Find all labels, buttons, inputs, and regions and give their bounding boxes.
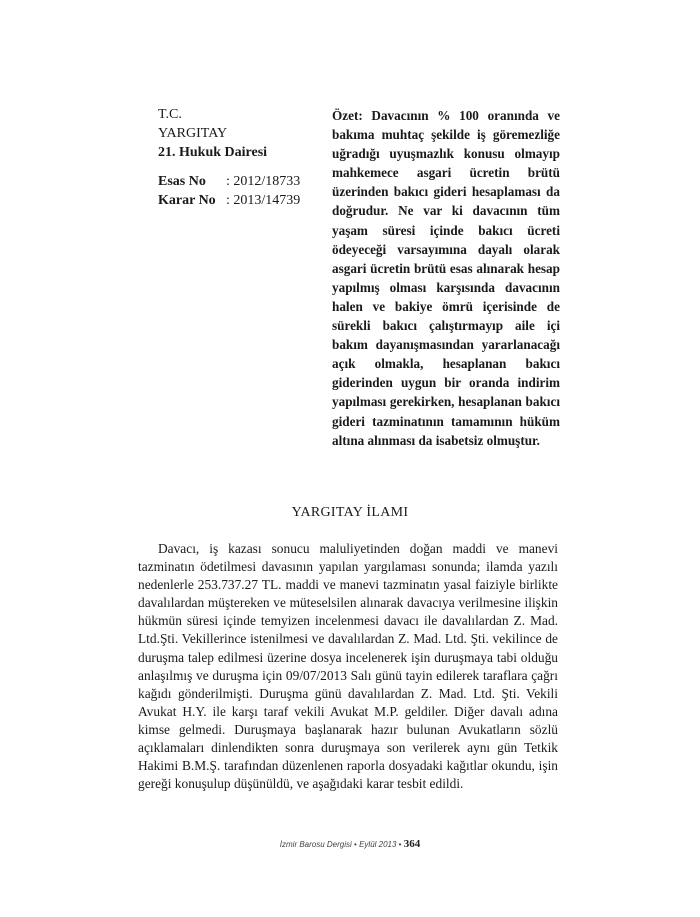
karar-row: [158, 191, 318, 210]
karar-label: Karar No: [158, 193, 216, 208]
section-title: YARGITAY İLAMI: [291, 505, 409, 520]
footer-separator-1: •: [354, 840, 357, 849]
header-spacer: [158, 162, 318, 172]
court-name: YARGITAY: [158, 126, 228, 141]
page-number: 364: [403, 838, 421, 850]
footer-separator-2: •: [398, 840, 402, 849]
page-footer: [0, 838, 700, 850]
esas-row: [158, 172, 318, 191]
esas-label: Esas No: [158, 174, 206, 189]
body-paragraph: Davacı, iş kazası sonucu maluliyetinden doğan maddi ve manevi tazminatın ödetilmesi davasının yapılan yargılaması sonunda; ilamda yazılı nedenlerle 253.737.27 TL. maddi ve manevi tazminatın yasal faiziyle birlikte davalılardan müştereken ve müteselsilen alınarak davacıya verilmesine ilişkin hükmün süresi içinde temyizen incelenmesi davacı ile davalılardan Z. Mad. Ltd.Şti. Vekillerince istenilmesi ve davalılardan Z. Mad. Ltd. Şti. vekilince de duruşma talep edilmesi üzerine dosya incelenerek işin duruşmaya tabi olduğu anlaşılmış ve duruşma için 09/07/2013 Salı günü tayin edilerek taraflara çağrı kağıdı gönderilmişti. Duruşma günü davalılardan Z. Mad. Ltd. Şti. Vekili Avukat H.Y. ile karşı taraf vekili Avukat M.P. geldiler. Diğer davalı adına kimse gelmedi. Duruşmaya başlanarak hazır bulunan Avukatların sözlü açıklamaları dinlendikten sonra duruşmaya son verilerek aynı gün Tetkik Hakimi B.M.Ş. tarafından düzenlenen raporla dosyadaki kağıtlar okundu, işin gereği konuşulup düşünüldü, ve aşağıdaki karar tesbit edildi.: [138, 541, 558, 792]
chamber-name: 21. Hukuk Dairesi: [158, 145, 268, 160]
country-label: T.C.: [158, 107, 182, 122]
journal-name: İzmir Barosu Dergisi: [279, 840, 352, 849]
decision-summary: Özet: Davacının % 100 oranında ve bakıma muhtaç şekilde iş göremezliğe uğradığı uyuşmazlık konusu olmayıp mahkemece asgari ücretin brütü üzerinden bakıcı gideri hesaplaması da doğrudur. Ne var ki davacının tüm yaşam süresi içinde bakıcı ücreti ödeyeceği varsayımına dayalı olarak asgari ücretin brütü esas alınarak hesap yapılmış olması karşısında davacının halen ve bakiye ömrü içerisinde de sürekli bakıcı çalıştırmayıp aile içi bakım dayanışmasından yararlanacağı açık olmakla, hesaplanan bakıcı giderinden uygun bir oranda indirim yapılması gerekirken, hesaplanan bakıcı gideri tazminatının tamamının hüküm altına alınması da isabetsiz olmuştur.: [332, 108, 560, 448]
karar-value: : 2013/14739: [226, 193, 301, 208]
case-header: [158, 105, 318, 210]
esas-value: : 2012/18733: [226, 174, 301, 189]
issue-date: Eylül 2013: [359, 840, 397, 849]
